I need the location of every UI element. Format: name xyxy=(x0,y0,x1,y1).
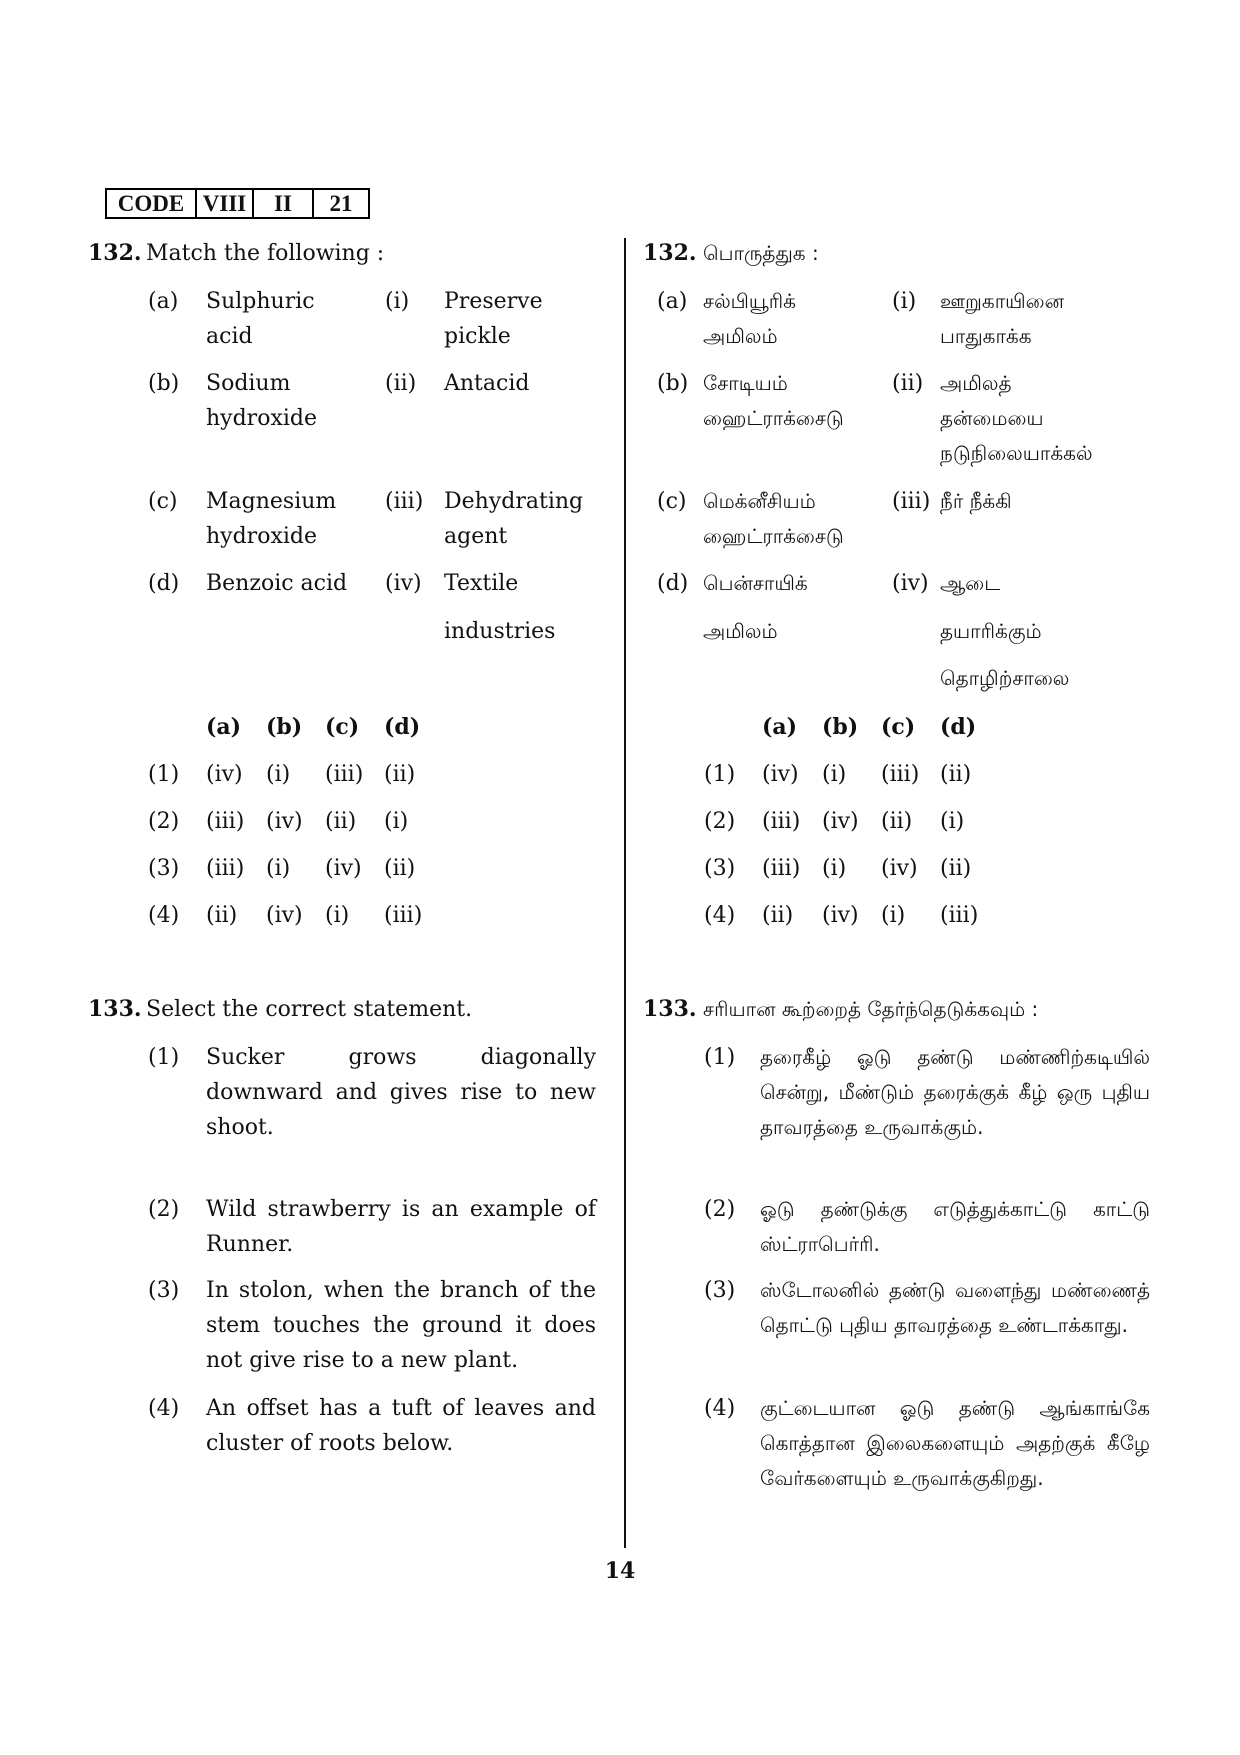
match-left: அமிலம் xyxy=(703,324,778,348)
match-key: (c) xyxy=(148,489,178,514)
answer-header: (b) xyxy=(266,714,303,740)
answer-cell: (iii) xyxy=(206,856,245,881)
answer-cell: (i) xyxy=(384,809,409,834)
question-number: 133. xyxy=(88,996,142,1022)
answer-cell: (iii) xyxy=(325,762,364,787)
answer-option-number: (4) xyxy=(148,903,180,928)
match-right-num: (iii) xyxy=(385,489,424,514)
answer-cell: (ii) xyxy=(325,809,357,834)
code-number: 21 xyxy=(329,190,353,216)
match-right-num: (ii) xyxy=(892,371,924,396)
answer-cell: (iv) xyxy=(266,809,303,834)
option-text: Wild strawberry is an example of Runner. xyxy=(206,1197,596,1257)
answer-option-number: (1) xyxy=(704,762,736,787)
match-key: (b) xyxy=(657,371,689,396)
answer-option-number: (1) xyxy=(148,762,180,787)
match-right: Preserve xyxy=(444,289,543,314)
match-left: அமிலம் xyxy=(703,619,778,643)
match-right: Textile xyxy=(444,571,519,596)
answer-cell: (iii) xyxy=(206,809,245,834)
answer-cell: (ii) xyxy=(940,762,972,787)
match-right: நடுநிலையாக்கல் xyxy=(940,441,1093,465)
answer-cell: (ii) xyxy=(206,903,238,928)
match-right: ஊறுகாயினை xyxy=(940,289,1064,313)
match-right-num: (i) xyxy=(385,289,410,314)
option-text: ஓடு தண்டுக்கு எடுத்துக்காட்டு காட்டு ஸ்ட்ராபெர்ரி. xyxy=(760,1197,1150,1256)
answer-cell: (i) xyxy=(881,903,906,928)
answer-cell: (ii) xyxy=(940,856,972,881)
answer-cell: (ii) xyxy=(881,809,913,834)
match-key: (a) xyxy=(148,289,179,314)
match-right: agent xyxy=(444,524,508,549)
match-left: hydroxide xyxy=(206,406,317,431)
option-number: (2) xyxy=(148,1197,180,1222)
match-left: Magnesium xyxy=(206,489,337,514)
match-right: தயாரிக்கும் xyxy=(940,619,1042,643)
match-right: அமிலத் xyxy=(940,371,1012,395)
option-text: தரைகீழ் ஓடு தண்டு மண்ணிற்கடியில் சென்று, மீண்டும் தரைக்குக் கீழ் ஒரு புதிய தாவரத்தை உருவாக்கும். xyxy=(760,1045,1150,1139)
match-right-num: (ii) xyxy=(385,371,417,396)
answer-cell: (iv) xyxy=(822,809,859,834)
match-key: (b) xyxy=(148,371,180,396)
answer-header: (b) xyxy=(822,714,859,740)
match-right: தொழிற்சாலை xyxy=(940,666,1070,690)
answer-cell: (ii) xyxy=(384,762,416,787)
question-number: 133. xyxy=(643,996,697,1022)
question-prompt: பொருத்துக : xyxy=(703,241,819,265)
answer-cell: (iii) xyxy=(384,903,423,928)
match-right: Antacid xyxy=(444,371,530,396)
answer-header: (d) xyxy=(384,714,421,740)
code-level: VIII xyxy=(197,190,254,217)
match-right-num: (i) xyxy=(892,289,917,314)
option-number: (3) xyxy=(148,1278,180,1303)
answer-option-number: (2) xyxy=(704,809,736,834)
answer-cell: (iii) xyxy=(762,856,801,881)
answer-cell: (iv) xyxy=(206,762,243,787)
match-left: பென்சாயிக் xyxy=(703,571,808,595)
question-prompt: Select the correct statement. xyxy=(146,997,473,1022)
answer-option-number: (3) xyxy=(704,856,736,881)
option-number: (1) xyxy=(704,1045,736,1070)
match-right: நீர் நீக்கி xyxy=(940,489,1012,513)
option-number: (4) xyxy=(148,1396,180,1421)
match-right-num: (iii) xyxy=(892,489,931,514)
match-left: Sulphuric xyxy=(206,289,315,314)
answer-header: (a) xyxy=(762,714,798,740)
match-right: Dehydrating xyxy=(444,489,584,514)
option-number: (2) xyxy=(704,1197,736,1222)
answer-cell: (i) xyxy=(266,762,291,787)
answer-header: (c) xyxy=(325,714,360,740)
match-right-num: (iv) xyxy=(892,571,929,596)
question-prompt: Match the following : xyxy=(146,241,385,266)
answer-cell: (iv) xyxy=(325,856,362,881)
column-divider xyxy=(624,238,626,1548)
answer-cell: (iii) xyxy=(881,762,920,787)
match-left: Benzoic acid xyxy=(206,571,348,596)
code-box xyxy=(105,188,370,219)
match-left: ஹைட்ராக்சைடு xyxy=(703,524,844,548)
answer-cell: (i) xyxy=(325,903,350,928)
answer-option-number: (3) xyxy=(148,856,180,881)
match-right: industries xyxy=(444,619,556,644)
answer-cell: (iii) xyxy=(940,903,979,928)
answer-cell: (iv) xyxy=(762,762,799,787)
option-text: Sucker grows diagonally downward and gives rise to new shoot. xyxy=(206,1045,596,1140)
match-right-num: (iv) xyxy=(385,571,422,596)
question-number: 132. xyxy=(643,240,697,266)
match-left: சல்பியூரிக் xyxy=(703,289,796,313)
match-left: Sodium xyxy=(206,371,291,396)
match-key: (d) xyxy=(657,571,689,596)
answer-cell: (ii) xyxy=(384,856,416,881)
answer-header: (d) xyxy=(940,714,977,740)
code-paper: II xyxy=(254,190,314,217)
answer-cell: (i) xyxy=(266,856,291,881)
answer-cell: (iii) xyxy=(762,809,801,834)
option-text: In stolon, when the branch of the stem touches the ground it does not give rise to a new plant. xyxy=(206,1278,596,1373)
code-label: CODE xyxy=(107,190,197,217)
match-key: (d) xyxy=(148,571,180,596)
answer-cell: (ii) xyxy=(762,903,794,928)
answer-header: (a) xyxy=(206,714,242,740)
match-key: (a) xyxy=(657,289,688,314)
answer-cell: (iv) xyxy=(881,856,918,881)
option-text: An offset has a tuft of leaves and cluster of roots below. xyxy=(206,1396,596,1456)
question-number: 132. xyxy=(88,240,142,266)
answer-cell: (iv) xyxy=(822,903,859,928)
match-left: hydroxide xyxy=(206,524,317,549)
match-left: சோடியம் xyxy=(703,371,788,395)
match-left: மெக்னீசியம் xyxy=(703,489,816,513)
question-prompt: சரியான கூற்றைத் தேர்ந்தெடுக்கவும் : xyxy=(703,997,1039,1021)
match-right: பாதுகாக்க xyxy=(940,324,1032,348)
answer-option-number: (4) xyxy=(704,903,736,928)
answer-header: (c) xyxy=(881,714,916,740)
answer-cell: (i) xyxy=(822,762,847,787)
option-number: (1) xyxy=(148,1045,180,1070)
match-right: pickle xyxy=(444,324,511,349)
answer-cell: (iv) xyxy=(266,903,303,928)
option-text: ஸ்டோலனில் தண்டு வளைந்து மண்ணைத் தொட்டு புதிய தாவரத்தை உண்டாக்காது. xyxy=(760,1278,1150,1337)
option-text: குட்டையான ஓடு தண்டு ஆங்காங்கே கொத்தான இலைகளையும் அதற்குக் கீழே வேர்களையும் உருவாக்குகிறது. xyxy=(760,1396,1150,1490)
match-key: (c) xyxy=(657,489,687,514)
match-left: ஹைட்ராக்சைடு xyxy=(703,406,844,430)
match-right: தன்மையை xyxy=(940,406,1044,430)
option-number: (4) xyxy=(704,1396,736,1421)
answer-option-number: (2) xyxy=(148,809,180,834)
answer-cell: (i) xyxy=(940,809,965,834)
answer-cell: (i) xyxy=(822,856,847,881)
page-number: 14 xyxy=(604,1558,636,1584)
match-left: acid xyxy=(206,324,253,349)
match-right: ஆடை xyxy=(940,571,1001,595)
option-number: (3) xyxy=(704,1278,736,1303)
